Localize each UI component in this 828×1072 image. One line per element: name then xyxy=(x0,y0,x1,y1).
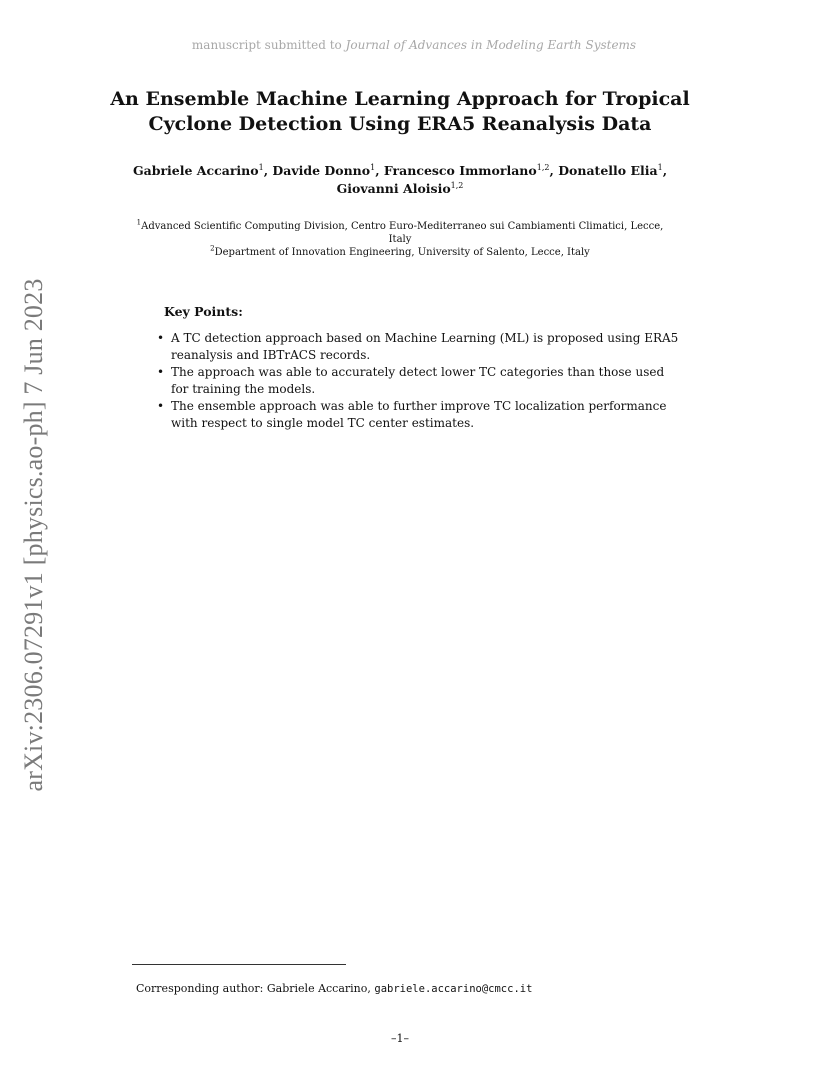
footnote-label: Corresponding author: Gabriele Accarino, xyxy=(136,982,375,995)
author-separator: , xyxy=(375,163,384,178)
affiliation-mark: 1 xyxy=(136,218,142,227)
affiliation xyxy=(130,220,670,246)
author-affiliation-mark: 1,2 xyxy=(450,180,464,190)
running-header xyxy=(0,38,828,52)
key-point-item: • The ensemble approach was able to further improve TC localization performance with respect to single model TC center estimates. xyxy=(155,398,685,431)
author xyxy=(384,163,550,178)
author-affiliation-mark: 1,2 xyxy=(536,162,550,172)
author-list xyxy=(120,162,680,198)
affiliation-mark: 2 xyxy=(210,244,215,253)
author xyxy=(558,163,663,178)
author-email: gabriele.accarino@cmcc.it xyxy=(374,983,533,995)
key-point-item: • The approach was able to accurately detect lower TC categories than those used for training the models. xyxy=(155,364,685,397)
author-separator: , xyxy=(662,163,668,178)
author xyxy=(272,163,375,178)
affiliation-text: Department of Innovation Engineering, University of Salento, Lecce, Italy xyxy=(214,247,590,258)
author xyxy=(337,181,464,196)
header-prefix: manuscript submitted to xyxy=(191,38,346,52)
author-name: Francesco Immorlano xyxy=(383,163,537,178)
affiliation xyxy=(130,246,670,259)
author-affiliation-mark: 1 xyxy=(370,162,376,172)
page-number: –1– xyxy=(391,1032,409,1045)
corresponding-author-footnote xyxy=(136,982,532,995)
title-line-1: An Ensemble Machine Learning Approach for Tropical xyxy=(110,88,690,110)
key-points-list xyxy=(155,330,685,432)
affiliation-list xyxy=(130,220,670,259)
arxiv-sidebar-stamp: arXiv:2306.07291v1 [physics.ao-ph] 7 Jun 2023 xyxy=(19,278,48,792)
author-name: Davide Donno xyxy=(272,163,371,178)
author-separator: , xyxy=(263,163,273,178)
footnote-divider xyxy=(132,964,346,965)
key-points-heading: Key Points: xyxy=(164,304,243,319)
key-point-item: • A TC detection approach based on Machine Learning (ML) is proposed using ERA5 reanalysis and IBTrACS records. xyxy=(155,330,685,363)
author-affiliation-mark: 1 xyxy=(657,162,663,172)
paper-title xyxy=(0,87,800,137)
affiliation-text: Advanced Scientific Computing Division, Centro Euro-Mediterraneo sui Cambiamenti Climatici, Lecce, Italy xyxy=(141,221,664,245)
author xyxy=(133,163,264,178)
author-name: Donatello Elia xyxy=(558,163,658,178)
author-name: Gabriele Accarino xyxy=(132,163,259,178)
author-name: Giovanni Aloisio xyxy=(336,181,451,196)
author-separator: , xyxy=(549,163,559,178)
author-affiliation-mark: 1 xyxy=(258,162,264,172)
title-line-2: Cyclone Detection Using ERA5 Reanalysis Data xyxy=(148,113,652,135)
journal-name: Journal of Advances in Modeling Earth Systems xyxy=(345,38,637,52)
